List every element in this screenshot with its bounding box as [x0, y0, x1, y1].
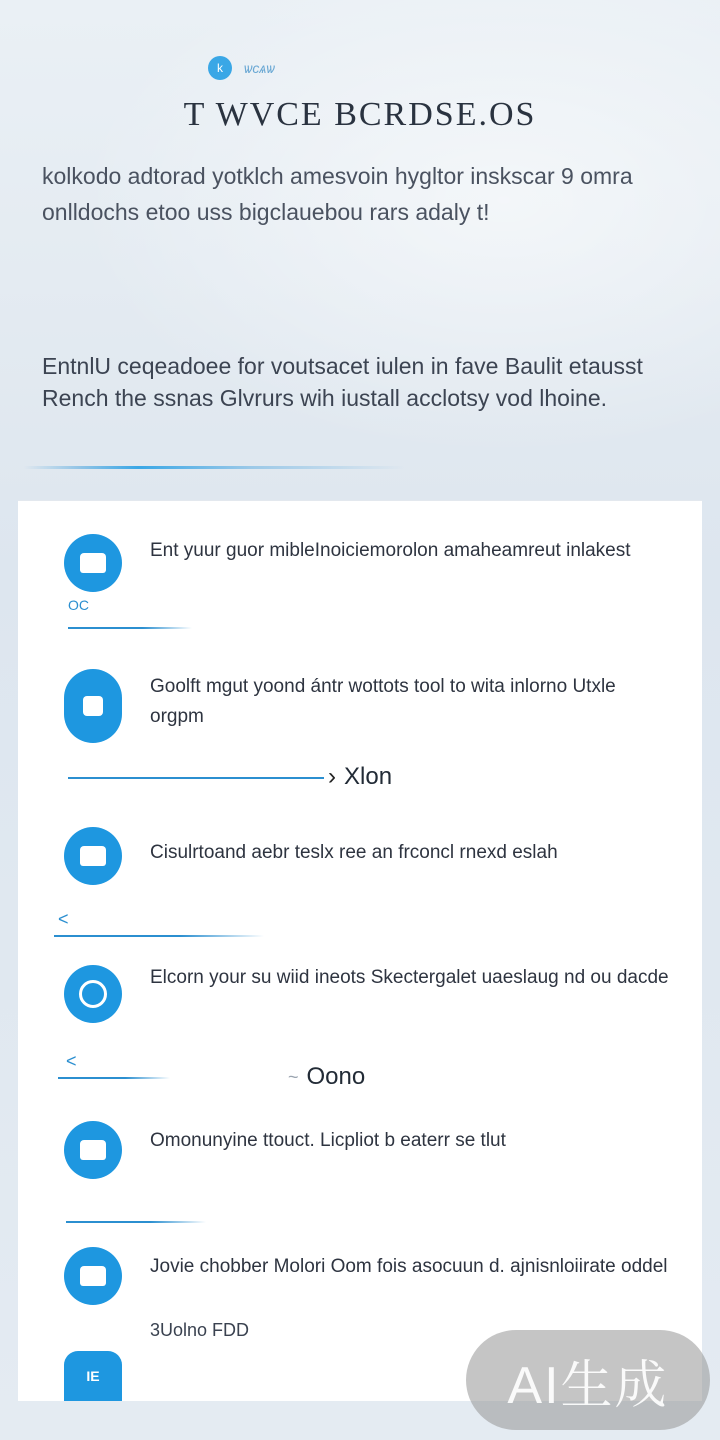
arrow-left-icon: < — [66, 1051, 77, 1071]
done-action-button[interactable] — [288, 1063, 365, 1091]
step-connector — [68, 627, 192, 629]
steps-card — [18, 500, 702, 1401]
intro-paragraph: EntnlU ceqeadoee for voutsacet iulen in fave Baulit etausst Rench the ssnas Glvrurs wih iustall acclotsy vod lhoine. — [42, 353, 643, 411]
step-text: Cisulrtoand aebr teslx ree an frconcl rnexd eslah — [150, 842, 558, 863]
header-badge — [208, 56, 275, 80]
folder-icon — [64, 1247, 122, 1305]
page-subtitle: kolkodo adtorad yotklch amesvoin hygltor inskscar 9 omra onlldochs etoo uss bigclauebou rars adaly t! — [42, 163, 633, 225]
hero-divider — [24, 466, 404, 469]
next-action-button[interactable] — [328, 763, 392, 791]
pen-icon: k — [208, 56, 232, 80]
folder-icon — [64, 1121, 122, 1179]
id-card-icon: IE — [64, 1351, 122, 1401]
action-label: Oono — [306, 1063, 366, 1090]
step-text: Ent yuur guor mibleInoiciemorolon amaheamreut inlakest — [150, 540, 631, 561]
step-connector — [54, 935, 264, 937]
page-title: T WVCE BCRDSE.OS — [183, 96, 537, 133]
step-connector — [66, 1221, 206, 1223]
globe-icon — [64, 965, 122, 1023]
arrow-left-icon: < — [58, 909, 69, 929]
step-text: Elcorn your su wiid ineots Skectergalet uaeslaug nd ou dacde — [150, 967, 669, 988]
action-label: Xlon — [344, 763, 393, 790]
folder-icon — [64, 827, 122, 885]
step-text: Jovie chobber Molori Oom fois asocuun d. ajnisnloiirate oddel — [150, 1256, 668, 1277]
badge-text: ѡсѧѡ — [244, 60, 275, 76]
dash-icon: ~ — [288, 1066, 299, 1087]
step-text: Omonunyine ttouct. Licpliot b eaterr se tlut — [150, 1130, 506, 1151]
step-connector — [58, 1077, 170, 1079]
step-connector — [68, 777, 324, 779]
folder-icon — [64, 534, 122, 592]
connector-label: OC — [68, 597, 89, 613]
device-icon — [64, 669, 122, 743]
step-footnote: 3Uolno FDD — [150, 1320, 250, 1340]
ai-generated-watermark: AI生成 — [466, 1330, 710, 1430]
step-text: Goolft mgut yoond ántr wottots tool to wita inlorno Utxle orgpm — [150, 676, 616, 727]
hero-section — [0, 0, 720, 500]
chevron-right-icon: › — [328, 763, 336, 790]
